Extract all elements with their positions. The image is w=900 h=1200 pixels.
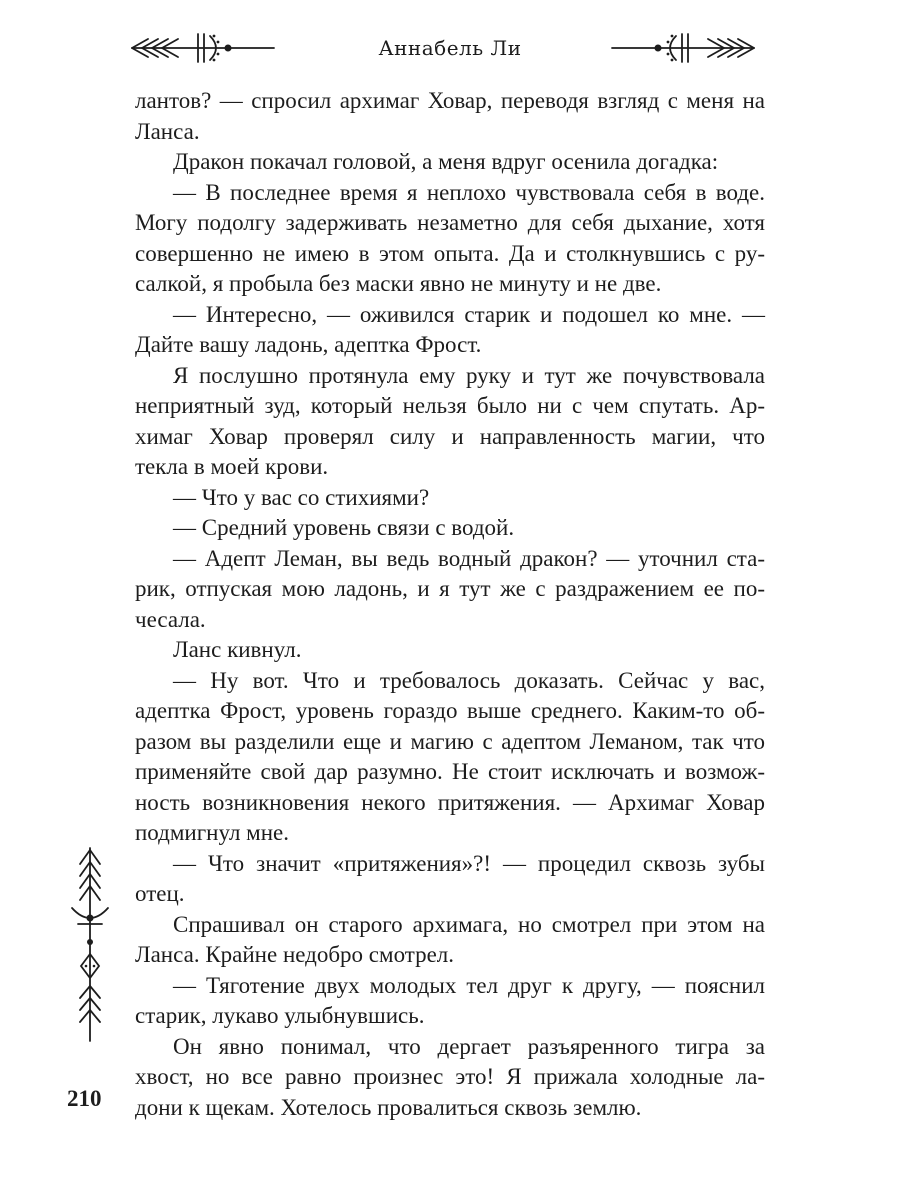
text-line: Ланса. bbox=[135, 118, 200, 144]
text-line: подмигнул мне. bbox=[135, 820, 289, 845]
text-line: применяйте свой дар разумно. Не стоит исключать и возмож- bbox=[135, 759, 765, 784]
text-line: — Что значит «притяжения»?! — процедил сквозь зубы bbox=[173, 850, 765, 876]
text-line: салкой, я пробыла без маски явно не минуту и не две. bbox=[135, 271, 662, 296]
vertical-arrow-ornament-icon bbox=[60, 846, 120, 1046]
text-line: неприятный зуд, который нельзя было ни с чем спутать. Ар- bbox=[135, 393, 765, 418]
text-line: адептка Фрост, уровень гораздо выше среднего. Каким-то об- bbox=[135, 698, 765, 723]
text-line: совершенно не имею в этом опыта. Да и столкнувшись с ру- bbox=[135, 240, 765, 266]
running-header-title: Аннабель Ли bbox=[378, 36, 522, 60]
text-line: отец. bbox=[135, 881, 185, 906]
text-line: — Интересно, — оживился старик и подошел ко мне. — bbox=[173, 301, 765, 327]
text-line: химаг Ховар проверял силу и направленность магии, что bbox=[135, 423, 765, 449]
arrow-ornament-left-icon bbox=[128, 30, 278, 66]
arrow-ornament-right-icon bbox=[608, 30, 758, 66]
text-line: текла в моей крови. bbox=[135, 454, 329, 479]
page-number: 210 bbox=[67, 1086, 102, 1111]
body-text bbox=[135, 86, 765, 1123]
text-line: — Адепт Леман, вы ведь водный дракон? — уточнил ста- bbox=[173, 545, 765, 571]
text-line: разом вы разделили еще и магию с адептом Леманом, так что bbox=[135, 728, 765, 754]
text-line: чесала. bbox=[135, 606, 206, 632]
text-line: Дракон покачал головой, а меня вдруг осенила догадка: bbox=[173, 149, 719, 174]
text-line: Ланса. Крайне недобро смотрел. bbox=[135, 942, 455, 967]
text-line: рик, отпуская мою ладонь, и я тут же с раздражением ее по- bbox=[135, 576, 765, 601]
text-line: — Средний уровень связи с водой. bbox=[173, 515, 515, 540]
text-line: — Тяготение двух молодых тел друг к другу, — пояснил bbox=[173, 972, 765, 998]
text-line: старик, лукаво улыбнувшись. bbox=[135, 1003, 425, 1028]
text-line: дони к щекам. Хотелось провалиться сквозь землю. bbox=[135, 1094, 642, 1120]
text-line: хвост, но все равно произнес это! Я прижала холодные ла- bbox=[135, 1064, 765, 1089]
text-line: Ланс кивнул. bbox=[173, 637, 302, 662]
text-line: — В последнее время я неплохо чувствовала себя в воде. bbox=[173, 179, 765, 205]
running-header bbox=[0, 28, 900, 68]
text-line: — Что у вас со стихиями? bbox=[173, 484, 430, 510]
text-line: Я послушно протянула ему руку и тут же почувствовала bbox=[173, 362, 765, 388]
text-line: Он явно понимал, что дергает разъяренного тигра за bbox=[173, 1033, 765, 1059]
text-line: Могу подолгу задерживать незаметно для себя дыхание, хотя bbox=[135, 210, 765, 235]
text-line: лантов? — спросил архимаг Ховар, переводя взгляд с меня на bbox=[135, 88, 765, 113]
text-line: Спрашивал он старого архимага, но смотрел при этом на bbox=[173, 911, 765, 937]
text-line: ность возникновения некого притяжения. — Архимаг Ховар bbox=[135, 789, 765, 815]
text-line: Дайте вашу ладонь, адептка Фрост. bbox=[135, 332, 482, 357]
text-line: — Ну вот. Что и требовалось доказать. Сейчас у вас, bbox=[173, 667, 765, 693]
